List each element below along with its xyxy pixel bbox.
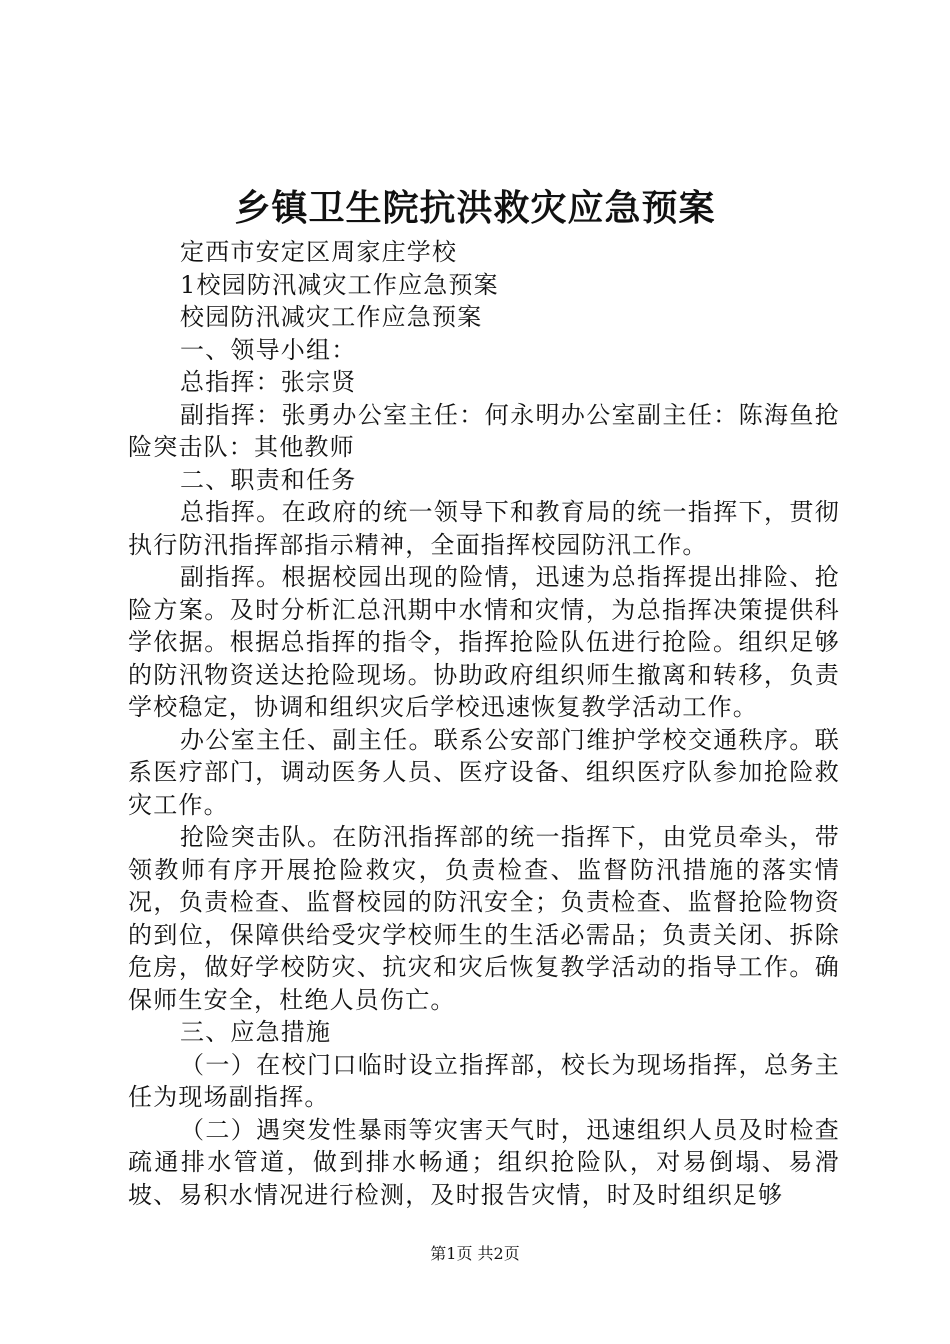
paragraph: 1校园防汛减灾工作应急预案 — [180, 270, 499, 299]
page-footer — [0, 1243, 950, 1265]
section-heading: 二、职责和任务 — [180, 465, 357, 494]
document-title: 乡镇卫生院抗洪救灾应急预案 — [234, 187, 716, 229]
section-heading: 一、领导小组： — [180, 335, 357, 364]
paragraph: （二）遇突发性暴雨等灾害天气时，迅速组织人员及时检查疏通排水管道，做到排水畅通；组织抢险队，对易倒塌、易滑坡、易积水情况进行检测，及时报告灾情，时及时组织足够 — [128, 1115, 840, 1209]
paragraph: 校园防汛减灾工作应急预案 — [180, 303, 483, 331]
page-indicator: 第1页 共2页 — [430, 1244, 520, 1263]
paragraph: 抢险突击队。在防汛指挥部的统一指挥下，由党员牵头，带领教师有序开展抢险救灾，负责检查、监督防汛措施的落实情况，负责检查、监督校园的防汛安全；负责检查、监督抢险物资的到位，保障供给受灾学校师生的生活必需品；负责关闭、拆除危房，做好学校防灾、抗灾和灾后恢复教学活动的指导工作。确保师生安全，杜绝人员伤亡。 — [128, 823, 840, 1014]
paragraph: 定西市安定区周家庄学校 — [180, 238, 458, 266]
paragraph: 副指挥：张勇办公室主任：何永明办公室副主任：陈海鱼抢险突击队：其他教师 — [128, 400, 840, 461]
paragraph: 总指挥：张宗贤 — [180, 368, 357, 396]
paragraph: 副指挥。根据校园出现的险情，迅速为总指挥提出排险、抢险方案。及时分析汇总汛期中水情和灾情，为总指挥决策提供科学依据。根据总指挥的指令，指挥抢险队伍进行抢险。组织足够的防汛物资送达抢险现场。协助政府组织师生撤离和转移，负责学校稳定，协调和组织灾后学校迅速恢复教学活动工作。 — [128, 563, 840, 721]
document-body — [128, 236, 840, 1211]
paragraph: 总指挥。在政府的统一领导下和教育局的统一指挥下，贯彻执行防汛指挥部指示精神，全面指挥校园防汛工作。 — [128, 498, 840, 559]
paragraph: （一）在校门口临时设立指挥部，校长为现场指挥，总务主任为现场副指挥。 — [128, 1050, 840, 1111]
section-heading: 三、应急措施 — [180, 1018, 332, 1046]
paragraph: 办公室主任、副主任。联系公安部门维护学校交通秩序。联系医疗部门，调动医务人员、医疗设备、组织医疗队参加抢险救灾工作。 — [128, 725, 840, 819]
